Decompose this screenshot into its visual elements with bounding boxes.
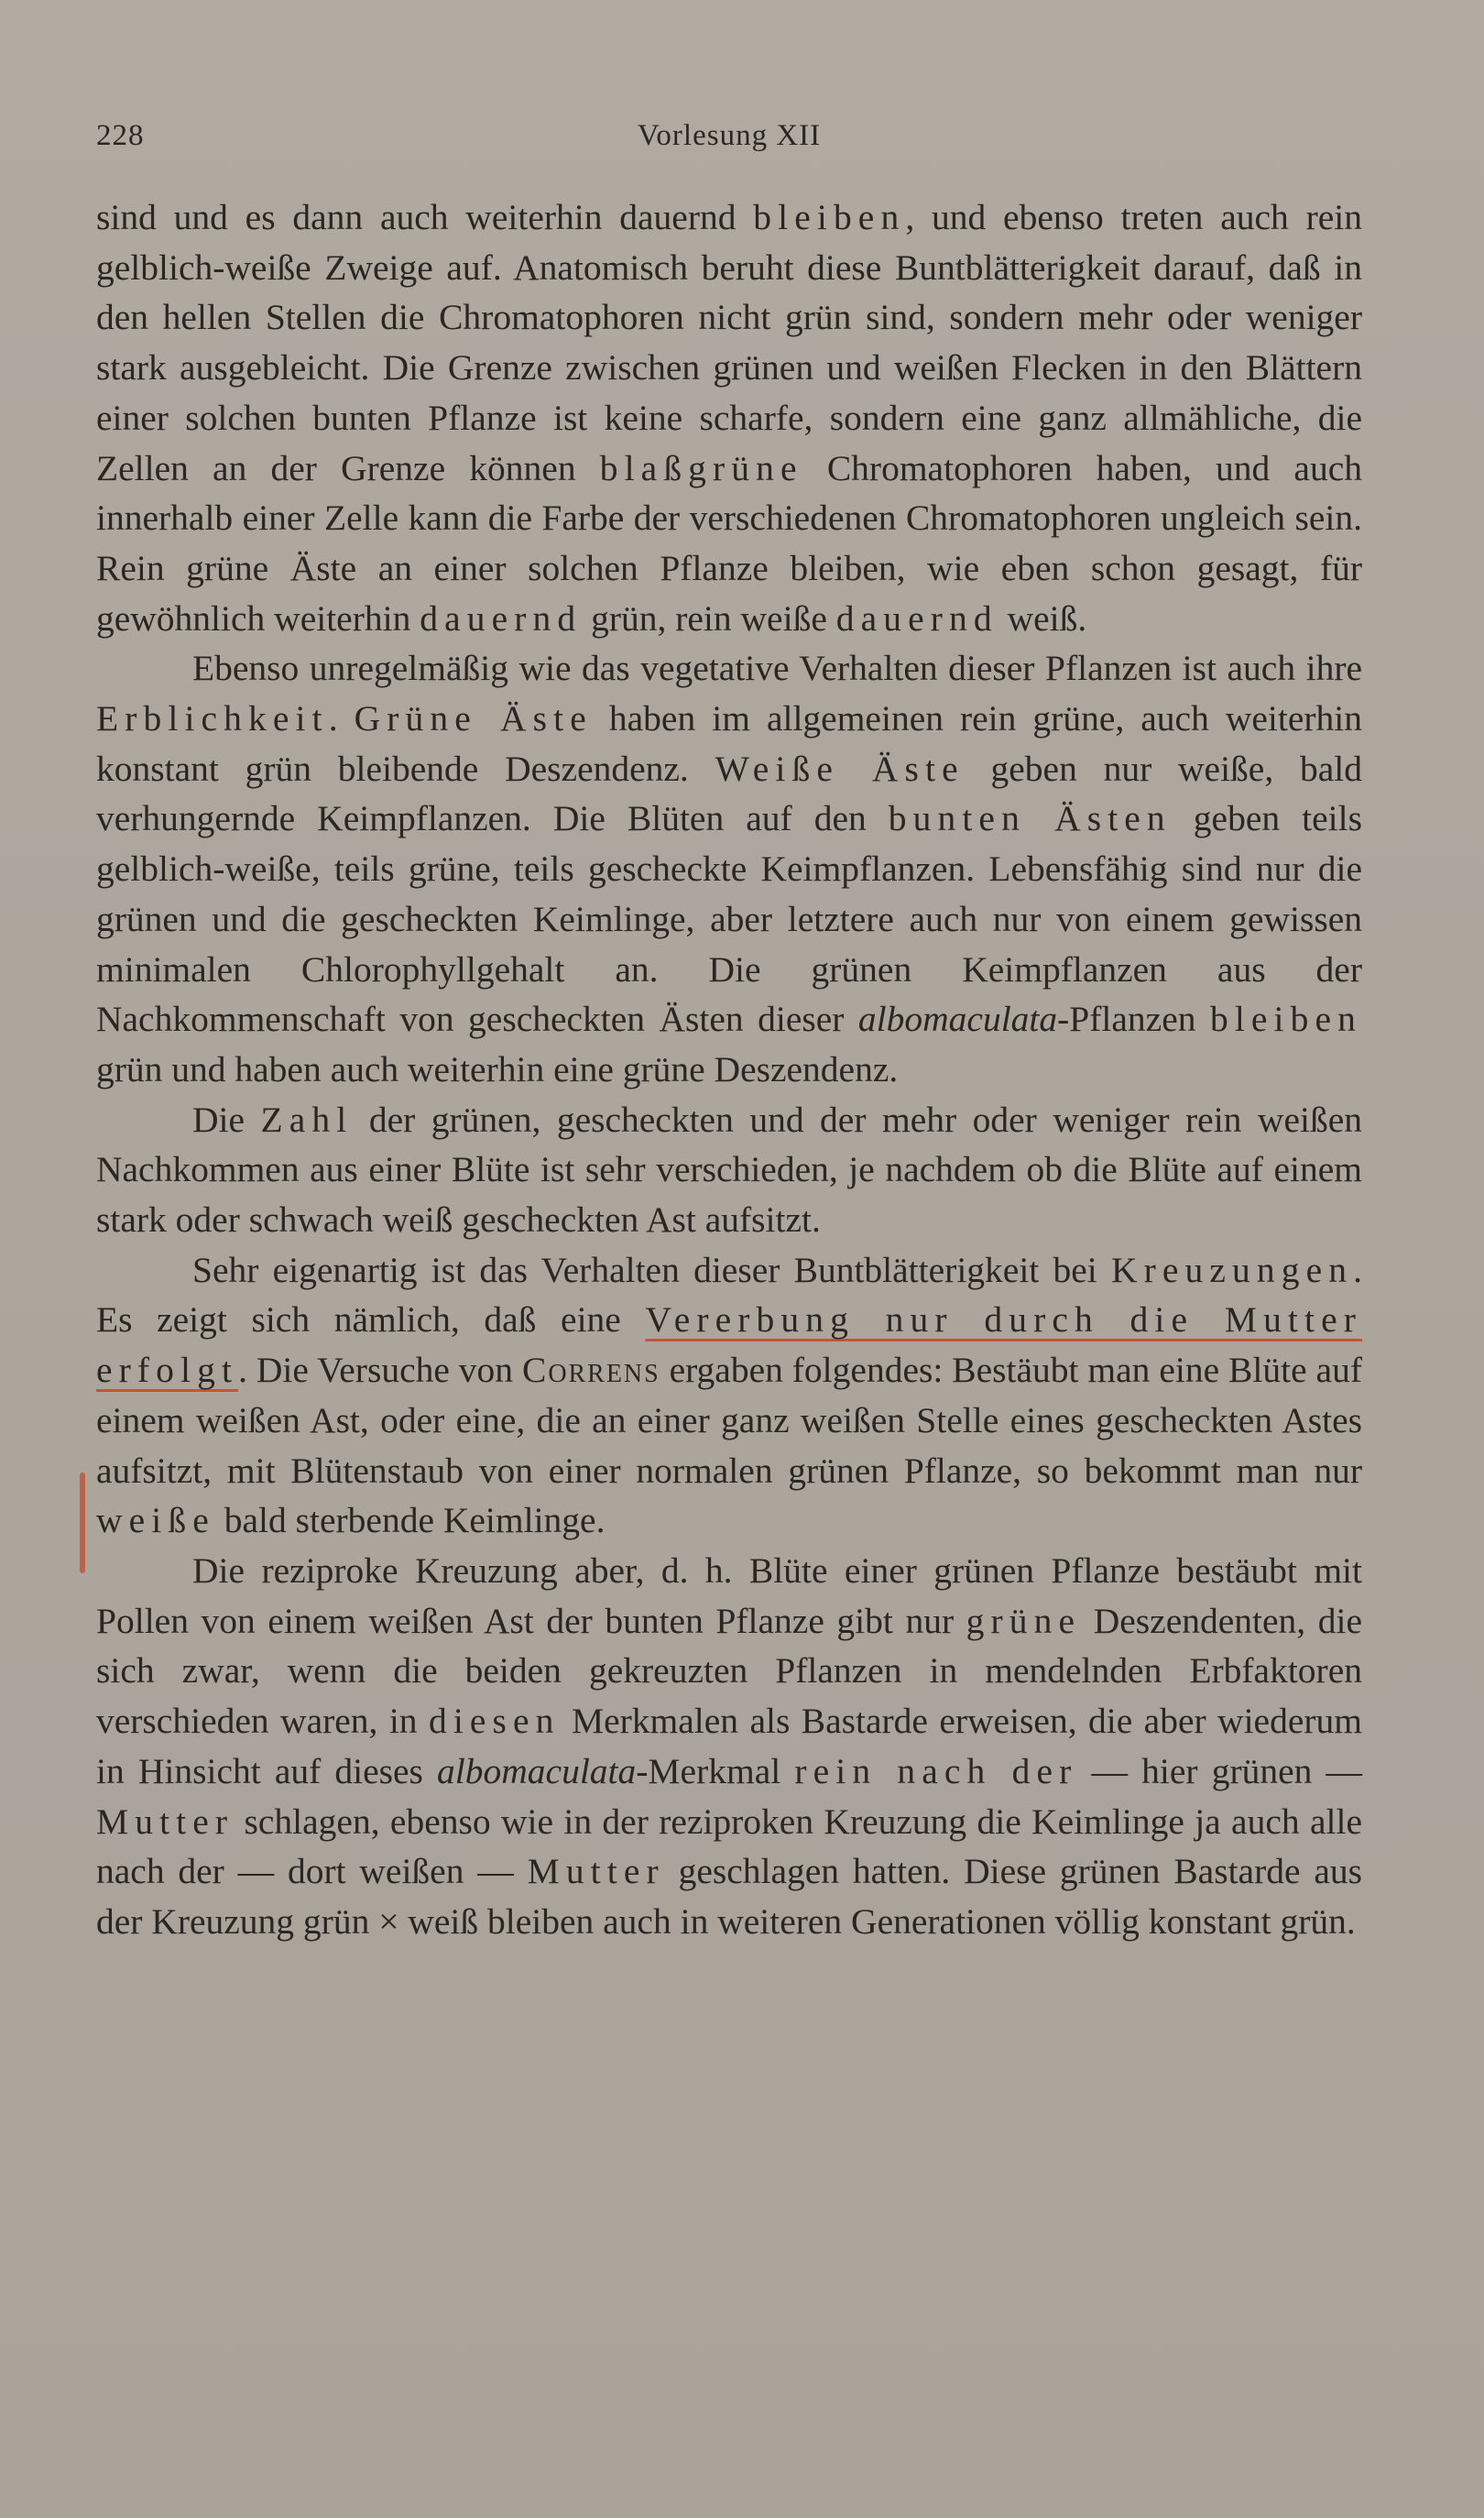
margin-annotation-mark (80, 1472, 85, 1573)
text-run: ergaben folgendes: Bestäubt man eine Blüte auf einem weißen Ast, oder eine, die an einer ganz weißen Stelle eines gescheckten Astes aufsitzt, mit Blütenstaub von einer normalen grünen Pflanze, so bekommt man nur (96, 1350, 1362, 1491)
spaced-emphasis: Erblichkeit (96, 698, 329, 739)
page-number: 228 (96, 119, 145, 152)
text-run: haben im allgemeinen rein grüne, auch weiterhin konstant grün bleibende Deszendenz. (96, 698, 1363, 789)
italic-term: albomaculata (857, 999, 1058, 1040)
paragraph (96, 1546, 1362, 1947)
text-run: sind und es dann auch weiterhin dauernd (96, 197, 754, 237)
underlined-phrase: Vererbung nur durch die Mutter erfolgt (96, 1299, 1363, 1391)
text-run: Ebenso unregelmäßig wie das vegetative Verhalten dieser Pflanzen ist auch ihre (192, 648, 1362, 689)
text-run: grün und haben auch weiterhin eine grüne Deszendenz. (96, 1048, 899, 1089)
spaced-emphasis: bleiben (753, 197, 906, 237)
text-run: grün, rein weiße (582, 597, 836, 639)
spaced-emphasis: Grüne Äste (354, 698, 593, 739)
spaced-emphasis: blaßgrüne (599, 447, 803, 488)
spaced-emphasis: Kreuzungen (1110, 1249, 1354, 1290)
body-text (96, 192, 1362, 1947)
paragraph (96, 192, 1362, 643)
spaced-emphasis: bunten Ästen (888, 798, 1172, 839)
text-run: — hier grünen — (1077, 1750, 1362, 1791)
spaced-emphasis: Mutter (527, 1851, 665, 1892)
spaced-emphasis: grüne (966, 1600, 1082, 1641)
text-run: geben nur weiße, bald verhungernde Keimpflanzen. Die Blüten auf den (96, 748, 1362, 839)
running-title: Vorlesung XII (637, 119, 822, 152)
text-run: -Pflanzen (1057, 999, 1210, 1040)
text-run: , und ebenso treten auch rein gelblich-weiße Zweige auf. Anatomisch beruht diese Buntblätterigkeit darauf, daß in den hellen Stellen die Chromatophoren nicht grün sind, sondern mehr oder weniger stark ausgebleicht. Die Grenze zwischen grünen und weißen Flecken in den Blättern einer solchen bunten Pflanze ist keine scharfe, sondern eine ganz allmähliche, die Zellen an der Grenze können (96, 197, 1362, 488)
author-name: Correns (522, 1350, 660, 1391)
text-run: . Die Versuche von (238, 1350, 522, 1391)
text-run: weiß. (998, 597, 1087, 639)
text-run: . Es zeigt sich nämlich, daß eine (96, 1249, 1362, 1341)
text-run: bald sterbende Keimlinge. (214, 1500, 606, 1541)
spaced-emphasis: Mutter (96, 1801, 235, 1842)
text-run: -Merkmal (636, 1750, 795, 1791)
paragraph (96, 1095, 1362, 1245)
spaced-emphasis: dauernd (420, 597, 583, 639)
spaced-emphasis: Weiße Äste (715, 748, 965, 789)
spaced-emphasis: Zahl (260, 1099, 354, 1140)
spaced-emphasis: weiße (96, 1500, 215, 1541)
text-run: geschlagen hatten. Diese grünen Bastarde aus der Kreuzung grün × weiß bleiben auch in weiteren Generationen völlig konstant grün. (96, 1851, 1362, 1942)
text-run: Merkmalen als Bastarde erweisen, die aber wiederum in Hinsicht auf dieses (96, 1701, 1362, 1791)
text-run: . (328, 698, 355, 739)
text-run: Deszendenten, die sich zwar, wenn die beiden gekreuzten Pflanzen in mendelnden Erbfaktoren verschieden waren, in (96, 1600, 1362, 1742)
text-run: Die reziproke Kreuzung aber, d. h. Blüte einer grünen Pflanze bestäubt mit Pollen von einem weißen Ast der bunten Pflanze gibt nur (96, 1549, 1362, 1641)
spaced-emphasis: rein nach der (794, 1750, 1078, 1791)
text-run: der grünen, gescheckten und der mehr oder weniger rein weißen Nachkommen aus einer Blüte ist sehr verschieden, je nachdem ob die Blüte auf einem stark oder schwach weiß gescheckten Ast aufsitzt. (96, 1099, 1362, 1241)
paragraph (96, 643, 1362, 1094)
text-run: Chromatophoren haben, und auch innerhalb einer Zelle kann die Farbe der verschiedenen Chromatophoren ungleich sein. Rein grüne Äste an einer solchen Pflanze bleiben, wie eben schon gesagt, für gewöhnlich weiterhin (96, 447, 1362, 639)
text-run: geben teils gelblich-weiße, teils grüne, teils gescheckte Keimpflanzen. Lebensfähig sind nur die grünen und die gescheckten Keimlinge, aber letztere auch nur von einem gewissen minimalen Chlorophyllgehalt an. Die grünen Keimpflanzen aus der Nachkommenschaft von gescheckten Ästen dieser (96, 798, 1362, 1040)
paragraph (96, 1245, 1362, 1546)
running-head (96, 119, 1362, 165)
spaced-emphasis: dauernd (835, 597, 998, 639)
spaced-emphasis: bleiben (1209, 999, 1362, 1040)
italic-term: albomaculata (437, 1750, 637, 1791)
text-run: schlagen, ebenso wie in der reziproken Kreuzung die Keimlinge ja auch alle nach der — dort weißen — (96, 1801, 1362, 1892)
text-run: Sehr eigenartig ist das Verhalten dieser Buntblätterigkeit bei (192, 1249, 1111, 1290)
text-run: Die (192, 1099, 261, 1140)
spaced-emphasis: diesen (428, 1701, 561, 1742)
